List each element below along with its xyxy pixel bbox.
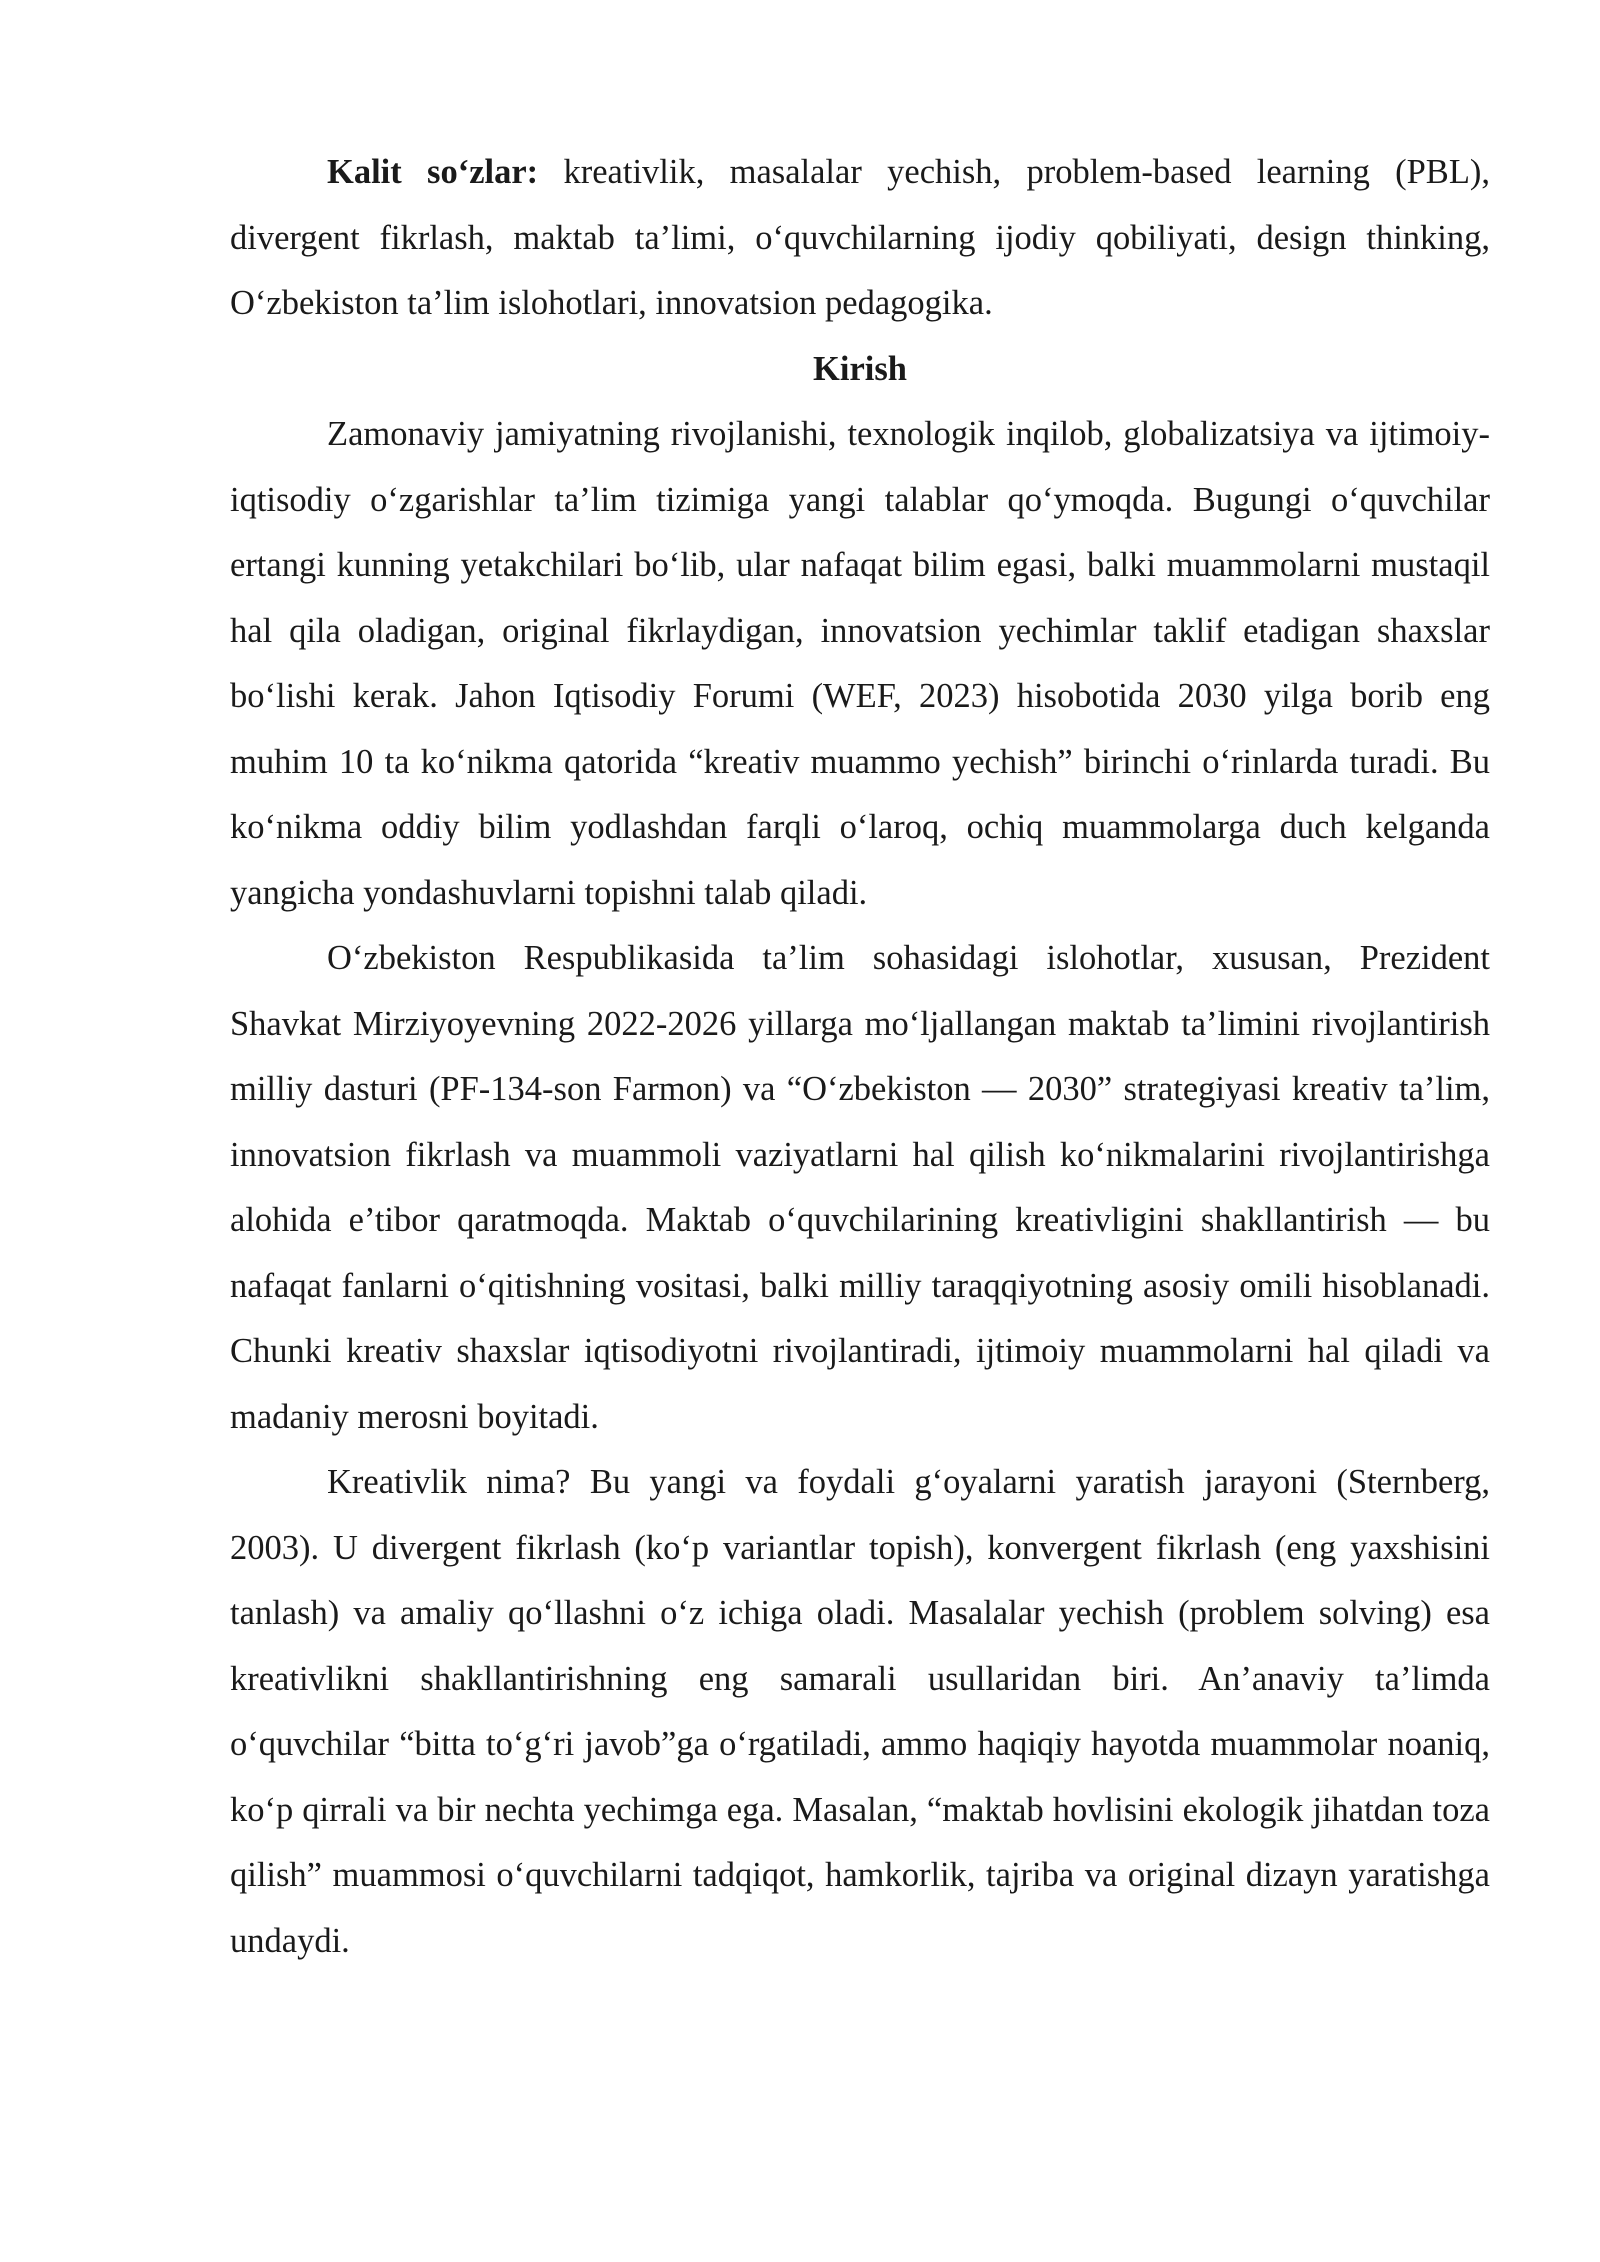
body-paragraph: Zamonaviy jamiyatning rivojlanishi, texnologik inqilob, globalizatsiya va ijtimoiy-iqtisodiy o‘zgarishlar ta’lim tizimiga yangi talablar qo‘ymoqda. Bugungi o‘quvchilar ertangi kunning yetakchilari bo‘lib, ular nafaqat bilim egasi, balki muammolarni mustaqil hal qila oladigan, original fikrlaydigan, innovatsion yechimlar taklif etadigan shaxslar bo‘lishi kerak. Jahon Iqtisodiy Forumi (WEF, 2023) hisobotida 2030 yilga borib eng muhim 10 ta ko‘nikma qatorida “kreativ muammo yechish” birinchi o‘rinlarda turadi. Bu ko‘nikma oddiy bilim yodlashdan farqli o‘laroq, ochiq muammolarga duch kelganda yangicha yondashuvlarni topishni talab qiladi. (230, 415, 1490, 912)
keywords-text: kreativlik, masalalar yechish, problem-based learning (PBL), divergent fikrlash, maktab ta’limi, o‘quvchilarning ijodiy qobiliyati, design thinking, O‘zbekiston ta’lim islohotlari, innovatsion pedagogika. (230, 153, 1491, 322)
keywords-paragraph (230, 140, 1490, 337)
body-paragraph: O‘zbekiston Respublikasida ta’lim sohasidagi islohotlar, xususan, Prezident Shavkat Mirziyoyevning 2022-2026 yillarga mo‘ljallangan maktab ta’limini rivojlantirish milliy dasturi (PF-134-son Farmon) va “O‘zbekiston — 2030” strategiyasi kreativ ta’lim, innovatsion fikrlash va muammoli vaziyatlarni hal qilish ko‘nikmalarini rivojlantirishga alohida e’tibor qaratmoqda. Maktab o‘quvchilarining kreativligini shakllantirish — bu nafaqat fanlarni o‘qitishning vositasi, balki milliy taraqqiyotning asosiy omili hisoblanadi. Chunki kreativ shaxslar iqtisodiyotni rivojlantiradi, ijtimoiy muammolarni hal qiladi va madaniy merosni boyitadi. (230, 939, 1490, 1436)
page-content (230, 140, 1490, 1974)
keywords-label: Kalit so‘zlar: (327, 153, 539, 191)
section-heading: Kirish (813, 349, 907, 388)
body-paragraph: Kreativlik nima? Bu yangi va foydali g‘oyalarni yaratish jarayoni (Sternberg, 2003). U divergent fikrlash (ko‘p variantlar topish), konvergent fikrlash (eng yaxshisini tanlash) va amaliy qo‘llashni o‘z ichiga oladi. Masalalar yechish (problem solving) esa kreativlikni shakllantirishning eng samarali usullaridan biri. An’anaviy ta’limda o‘quvchilar “bitta to‘g‘ri javob”ga o‘rgatiladi, ammo haqiqiy hayotda muammolar noaniq, ko‘p qirrali va bir nechta yechimga ega. Masalan, “maktab hovlisini ekologik jihatdan toza qilish” muammosi o‘quvchilarni tadqiqot, hamkorlik, tajriba va original dizayn yaratishga undaydi. (230, 1463, 1490, 1960)
